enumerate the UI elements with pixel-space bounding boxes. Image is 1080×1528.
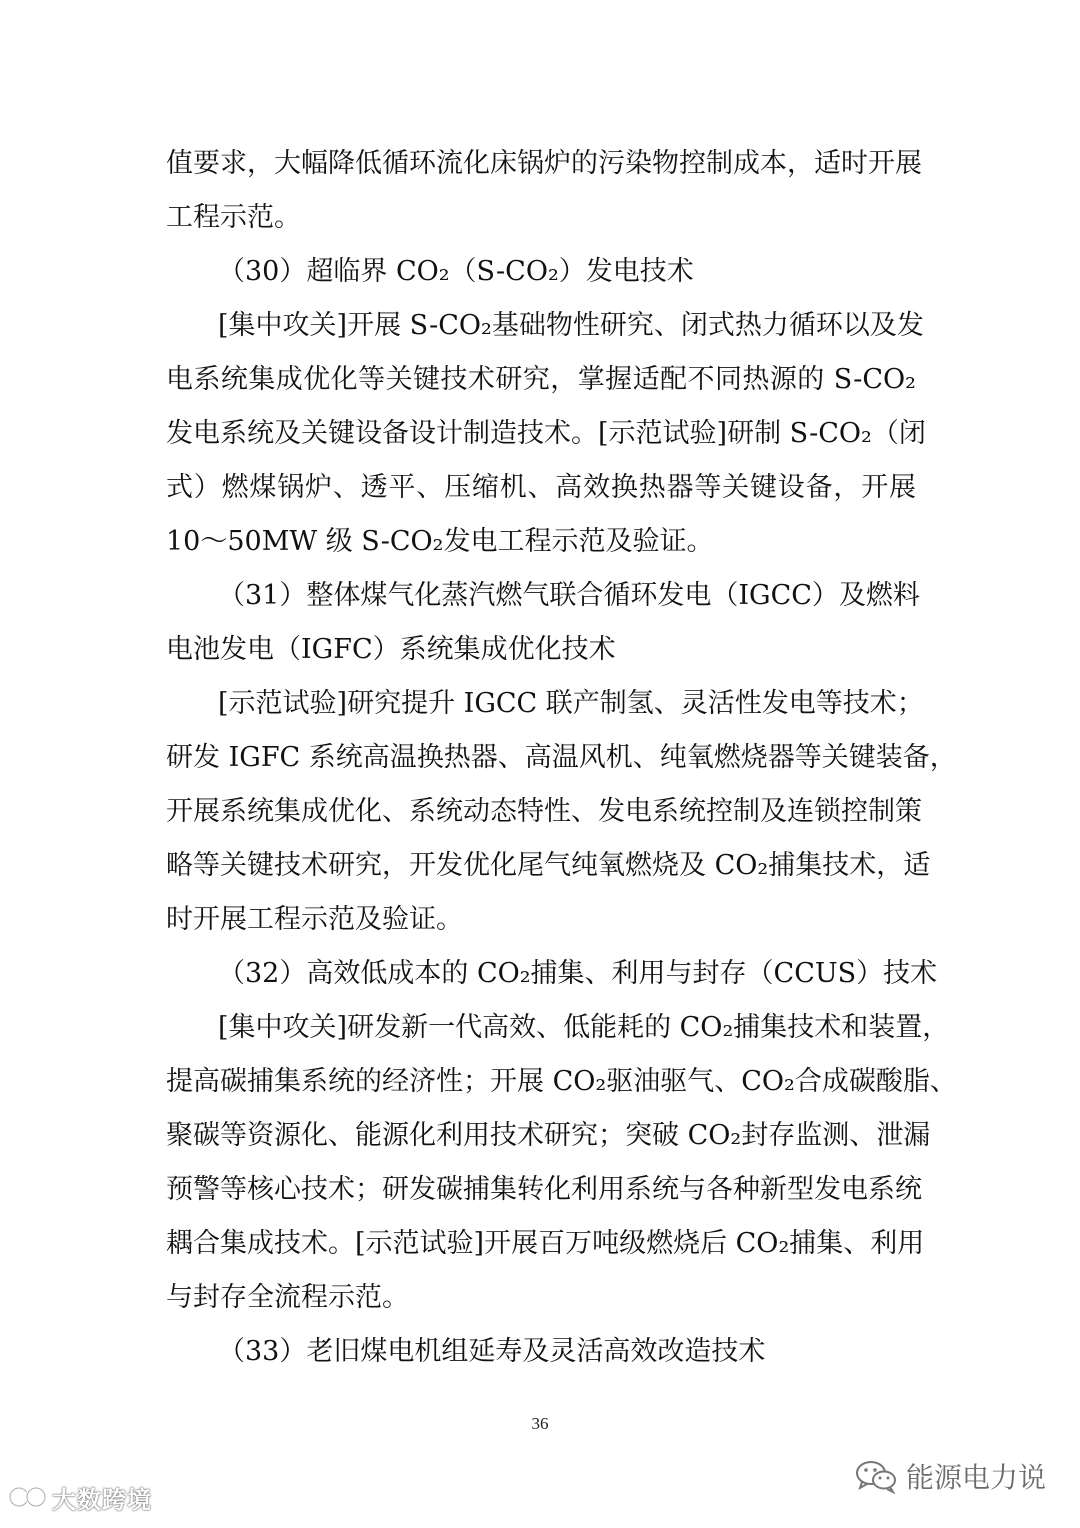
paragraph-line: 提高碳捕集系统的经济性；开展 CO₂驱油驱气、CO₂合成碳酸脂、 <box>166 1066 957 1097</box>
watermark-left-text: 大数跨境 <box>52 1485 152 1514</box>
paragraph-line: [集中攻关]开展 S-CO₂基础物性研究、闭式热力循环以及发 <box>218 310 924 341</box>
watermark-left <box>8 1480 152 1514</box>
section-heading-33: （33）老旧煤电机组延寿及灵活高效改造技术 <box>218 1336 766 1367</box>
paragraph-line: 聚碳等资源化、能源化利用技术研究；突破 CO₂封存监测、泄漏 <box>166 1120 931 1151</box>
section-heading-30: （30）超临界 CO₂（S-CO₂）发电技术 <box>218 256 694 287</box>
paragraph-line: 式）燃煤锅炉、透平、压缩机、高效换热器等关键设备，开展 <box>166 472 916 503</box>
paragraph-line: 与封存全流程示范。 <box>166 1282 409 1313</box>
paragraph-line: [集中攻关]研发新一代高效、低能耗的 CO₂捕集技术和装置， <box>218 1012 950 1043</box>
watermark-right <box>854 1456 1046 1496</box>
paragraph-line: 值要求，大幅降低循环流化床锅炉的污染物控制成本，适时开展 <box>166 148 922 179</box>
wechat-icon <box>854 1458 898 1494</box>
watermark-right-text: 能源电力说 <box>905 1461 1046 1494</box>
paragraph-line: 预警等核心技术；研发碳捕集转化利用系统与各种新型发电系统 <box>166 1174 922 1205</box>
section-heading-32: （32）高效低成本的 CO₂捕集、利用与封存（CCUS）技术 <box>218 958 938 989</box>
paragraph-line: 耦合集成技术。[示范试验]开展百万吨级燃烧后 CO₂捕集、利用 <box>166 1228 925 1259</box>
paragraph-line: 发电系统及关键设备设计制造技术。[示范试验]研制 S-CO₂（闭 <box>166 418 926 449</box>
paragraph-line: 电系统集成优化等关键技术研究，掌握适配不同热源的 S-CO₂ <box>166 364 916 395</box>
section-heading-31: （31）整体煤气化蒸汽燃气联合循环发电（IGCC）及燃料 <box>218 580 920 611</box>
paragraph-line: [示范试验]研究提升 IGCC 联产制氢、灵活性发电等技术； <box>218 688 924 719</box>
paragraph-line: 工程示范。 <box>166 202 301 233</box>
paragraph-line: 10～50MW 级 S-CO₂发电工程示范及验证。 <box>166 526 714 557</box>
page-number: 36 <box>531 1414 549 1433</box>
paragraph-line: 研发 IGFC 系统高温换热器、高温风机、纯氧燃烧器等关键装备， <box>166 742 957 773</box>
paragraph-line: 时开展工程示范及验证。 <box>166 904 463 935</box>
dashu-logo-icon <box>8 1482 48 1512</box>
paragraph-line: 开展系统集成优化、系统动态特性、发电系统控制及连锁控制策 <box>166 796 922 827</box>
section-heading-31-cont: 电池发电（IGFC）系统集成优化技术 <box>166 634 616 665</box>
paragraph-line: 略等关键技术研究，开发优化尾气纯氧燃烧及 CO₂捕集技术，适 <box>166 850 931 881</box>
